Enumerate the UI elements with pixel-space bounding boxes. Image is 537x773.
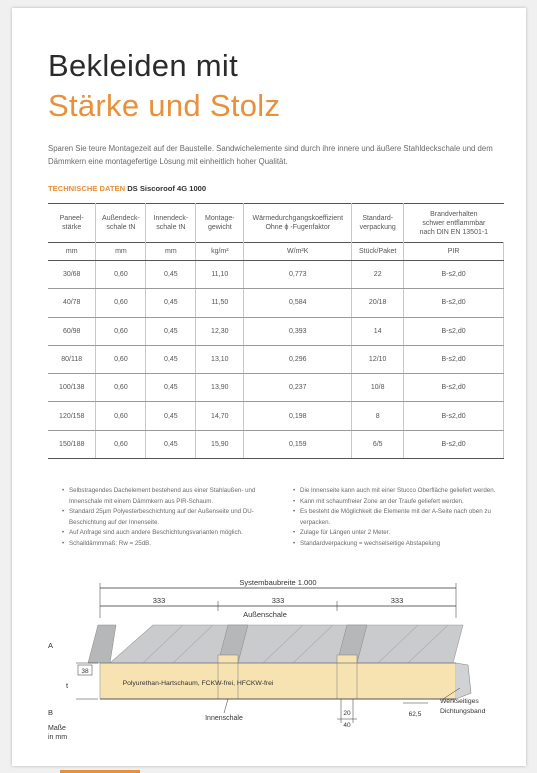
bullet-item: • Zulage für Längen unter 2 Meter. bbox=[293, 528, 508, 539]
table-row bbox=[48, 261, 504, 289]
table-cell: B-s2,d0 bbox=[404, 317, 504, 345]
table-cell: B-s2,d0 bbox=[404, 430, 504, 458]
tech-product: DS Siscoroof 4G 1000 bbox=[127, 184, 207, 193]
table-cell: 13,90 bbox=[196, 374, 244, 402]
table-cell: 0,296 bbox=[244, 345, 352, 373]
table-body bbox=[48, 261, 504, 459]
tech-table bbox=[48, 203, 504, 459]
table-cell: 40/78 bbox=[48, 289, 96, 317]
label-b: B bbox=[48, 708, 54, 717]
table-cell: B-s2,d0 bbox=[404, 402, 504, 430]
table-unit-cell: mm bbox=[96, 243, 146, 261]
table-cell: 20/18 bbox=[352, 289, 404, 317]
intro-text: Sparen Sie teure Montagezeit auf der Baustelle. Sandwichelemente sind durch ihre innere und äußere Stahldeckschale und dem Dämmkern eine montagefertige Lösung mit einheitlich hoher Qualität. bbox=[48, 144, 493, 166]
bullet-item: • Es besteht die Möglichkeit die Elemente mit der A-Seite nach oben zu verpacken. bbox=[293, 507, 508, 528]
table-cell: 12/10 bbox=[352, 345, 404, 373]
seal-label-1: Werkseitiges bbox=[440, 698, 479, 705]
measure-label-1: Maße bbox=[48, 725, 66, 732]
bullet-item: • Auf Anfrage sind auch andere Beschichtungsvarianten möglich. bbox=[62, 528, 277, 539]
segment-3-label: 333 bbox=[390, 596, 404, 605]
table-cell: 12,30 bbox=[196, 317, 244, 345]
table-cell: 0,60 bbox=[96, 345, 146, 373]
table-row bbox=[48, 430, 504, 458]
table-row bbox=[48, 317, 504, 345]
dim-20: 20 bbox=[343, 710, 351, 717]
dim-62-5: 62,5 bbox=[408, 711, 422, 718]
table-cell: 0,60 bbox=[96, 289, 146, 317]
table-row bbox=[48, 374, 504, 402]
table-cell: 120/158 bbox=[48, 402, 96, 430]
bullet-item: • Die Innenseite kann auch mit einer Stucco Oberfläche geliefert werden. bbox=[293, 486, 508, 497]
table-unit-cell: Stück/Paket bbox=[352, 243, 404, 261]
table-cell: 14 bbox=[352, 317, 404, 345]
table-units-row bbox=[48, 243, 504, 261]
table-cell: 0,45 bbox=[146, 402, 196, 430]
table-unit-cell: mm bbox=[146, 243, 196, 261]
system-width-label: Systembaubreite 1.000 bbox=[239, 578, 317, 587]
bullet-item: • Standard 25µm Polyesterbeschichtung auf der Außenseite und DU-Beschichtung auf der Innenseite. bbox=[62, 507, 277, 528]
table-cell: 0,393 bbox=[244, 317, 352, 345]
core-label: Polyurethan-Hartschaum, FCKW-frei, HFCKW-frei bbox=[122, 680, 274, 687]
inner-shell-label: Innenschale bbox=[205, 715, 243, 722]
segment-2-label: 333 bbox=[271, 596, 285, 605]
table-cell: 0,45 bbox=[146, 345, 196, 373]
table-cell: 0,584 bbox=[244, 289, 352, 317]
table-header-row bbox=[48, 204, 504, 243]
table-cell: 13,10 bbox=[196, 345, 244, 373]
table-header-cell: Wärmedurchgangskoeffizient Ohne ϕ -Fugenfaktor bbox=[244, 204, 352, 243]
table-row bbox=[48, 345, 504, 373]
table-cell: 11,10 bbox=[196, 261, 244, 289]
seal-label-2: Dichtungsband bbox=[440, 708, 486, 715]
table-unit-cell: W/m²K bbox=[244, 243, 352, 261]
table-cell: 0,773 bbox=[244, 261, 352, 289]
table-cell: 8 bbox=[352, 402, 404, 430]
tech-label: TECHNISCHE DATEN bbox=[48, 184, 126, 193]
label-a: A bbox=[48, 641, 54, 650]
table-cell: 80/118 bbox=[48, 345, 96, 373]
table-row bbox=[48, 289, 504, 317]
table-cell: 22 bbox=[352, 261, 404, 289]
table-cell: 30/68 bbox=[48, 261, 96, 289]
table-header-cell: Montage- gewicht bbox=[196, 204, 244, 243]
table-header-cell: Standard- verpackung bbox=[352, 204, 404, 243]
table-row bbox=[48, 402, 504, 430]
tech-heading bbox=[48, 184, 206, 193]
table-header-cell: Innendeck- schale tN bbox=[146, 204, 196, 243]
page bbox=[12, 8, 526, 766]
outer-shell-label: Außenschale bbox=[243, 610, 287, 619]
table-unit-cell: kg/m² bbox=[196, 243, 244, 261]
table-header-cell: Brandverhalten schwer entflammbar nach DIN EN 13501-1 bbox=[404, 204, 504, 243]
table-cell: 150/188 bbox=[48, 430, 96, 458]
table-cell: 6/5 bbox=[352, 430, 404, 458]
table-cell: 60/98 bbox=[48, 317, 96, 345]
table-cell: 0,45 bbox=[146, 289, 196, 317]
table-cell: B-s2,d0 bbox=[404, 374, 504, 402]
table-cell: 0,237 bbox=[244, 374, 352, 402]
table-cell: 0,60 bbox=[96, 430, 146, 458]
label-t: t bbox=[66, 681, 69, 690]
bullet-item: • Standardverpackung = wechselseitige Abstapelung bbox=[293, 539, 508, 550]
table-cell: 0,60 bbox=[96, 402, 146, 430]
panel-diagram bbox=[48, 573, 498, 758]
title-line-2: Stärke und Stolz bbox=[48, 88, 281, 123]
table-header-cell: Außendeck- schale tN bbox=[96, 204, 146, 243]
title-line-1: Bekleiden mit bbox=[48, 48, 238, 83]
bullet-item: • Schalldämmmaß: Rw = 25dB. bbox=[62, 539, 277, 550]
dim-40: 40 bbox=[343, 722, 351, 729]
table-cell: B-s2,d0 bbox=[404, 261, 504, 289]
table-header-cell: Paneel- stärke bbox=[48, 204, 96, 243]
measure-label-2: in mm bbox=[48, 734, 68, 741]
table-cell: 10/8 bbox=[352, 374, 404, 402]
table-cell: 0,159 bbox=[244, 430, 352, 458]
table-cell: 14,70 bbox=[196, 402, 244, 430]
table-cell: 0,60 bbox=[96, 317, 146, 345]
dim-38: 38 bbox=[81, 668, 89, 675]
table-cell: 0,60 bbox=[96, 261, 146, 289]
bullet-item: • Kann mit schaumfreier Zone an der Traufe geliefert werden. bbox=[293, 497, 508, 508]
table-cell: B-s2,d0 bbox=[404, 289, 504, 317]
table-cell: 15,90 bbox=[196, 430, 244, 458]
bullet-list-left bbox=[62, 486, 277, 549]
bullet-list-right bbox=[293, 486, 508, 549]
table-cell: 0,45 bbox=[146, 430, 196, 458]
table-unit-cell: mm bbox=[48, 243, 96, 261]
table-unit-cell: PIR bbox=[404, 243, 504, 261]
table-cell: 100/138 bbox=[48, 374, 96, 402]
table-cell: 0,45 bbox=[146, 317, 196, 345]
segment-1-label: 333 bbox=[152, 596, 166, 605]
table-cell: 0,45 bbox=[146, 261, 196, 289]
table-cell: 0,45 bbox=[146, 374, 196, 402]
bullet-item: • Selbstragendes Dachelement bestehend aus einer Stahlaußen- und Innenschale mit einem Dämmkern aus PIR-Schaum. bbox=[62, 486, 277, 507]
table-cell: B-s2,d0 bbox=[404, 345, 504, 373]
table-cell: 11,50 bbox=[196, 289, 244, 317]
table-cell: 0,60 bbox=[96, 374, 146, 402]
table-cell: 0,198 bbox=[244, 402, 352, 430]
